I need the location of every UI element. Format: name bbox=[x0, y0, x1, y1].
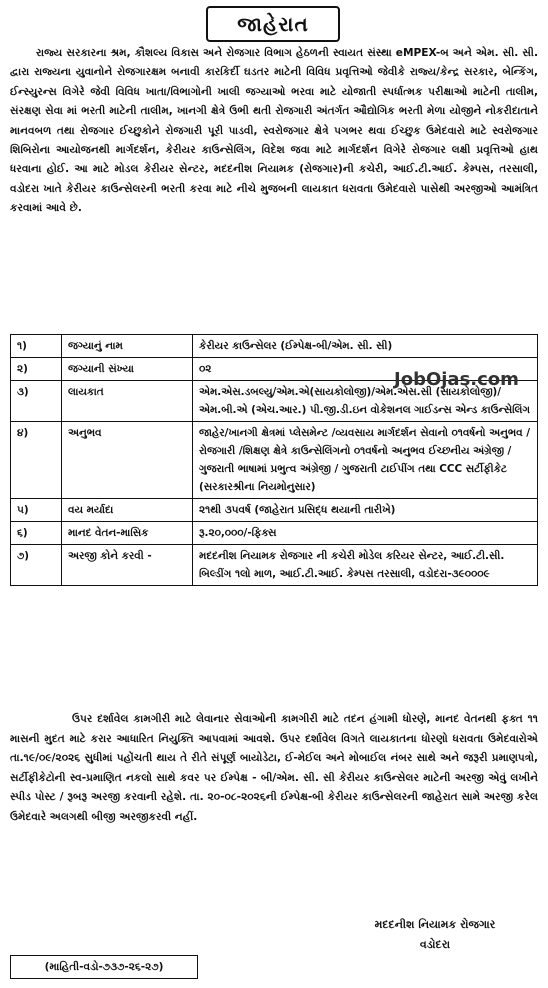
signature-block bbox=[330, 915, 540, 955]
row-label: વય મર્યાદા bbox=[62, 499, 193, 522]
watermark-text: JobOjas.com bbox=[394, 369, 519, 390]
table-row bbox=[11, 335, 538, 358]
table-row bbox=[11, 522, 538, 545]
table-row bbox=[11, 545, 538, 586]
reference-number-box: (માહિતી-વડો-૭૩૭-૨૬-૨૭) bbox=[10, 955, 198, 979]
row-label: લાયકાત bbox=[62, 381, 193, 422]
row-label: જગ્યાનું નામ bbox=[62, 335, 193, 358]
table-row bbox=[11, 499, 538, 522]
row-label: અરજી કોને કરવી - bbox=[62, 545, 193, 586]
row-value: જાહેર/ખાનગી ક્ષેત્રમાં પ્લેસમેન્ટ /વ્યવસાય માર્ગદર્શન સેવાનો ૦૧વર્ષનો અનુભવ /રોજગારી /શિક્ષણ ક્ષેત્રે કાઉન્સેલિંગનો ૦૧વર્ષનો અનુભવ ઈચ્છનીય અંગ્રેજી /ગુજરાતી ભાષામાં પ્રભુત્વ અંગ્રેજી / ગુજરાતી ટાઈપીંગ તથા CCC સર્ટીફીકેટ (સરકારશ્રીના નિયમોનુસાર) bbox=[193, 422, 538, 499]
closing-paragraph bbox=[10, 710, 538, 828]
row-number: ૬) bbox=[11, 522, 62, 545]
intro-paragraph bbox=[10, 44, 538, 219]
row-number: ૪) bbox=[11, 422, 62, 499]
row-value: ૨૧થી ૩૫વર્ષ (જાહેરાત પ્રસિદ્ધ થયાની તારીખે) bbox=[193, 499, 538, 522]
row-value: મદદનીશ નિયામક રોજગાર ની કચેરી મોડેલ કરિયર સેન્ટર, આઈ.ટી.સી. બિલ્ડીંગ ૧લો માળ, આઈ.ટી.આઈ. કેમ્પસ તરસાલી, વડોદરા-૩૯૦૦૦૯ bbox=[193, 545, 538, 586]
row-number: ૧) bbox=[11, 335, 62, 358]
row-label: અનુભવ bbox=[62, 422, 193, 499]
row-label: જગ્યાની સંખ્યા bbox=[62, 358, 193, 381]
row-value: ૦૨ bbox=[193, 358, 538, 381]
advertisement-title: જાહેરાત bbox=[206, 6, 340, 42]
row-number: ૭) bbox=[11, 545, 62, 586]
row-value: એમ.એસ.ડબલ્યુ/એમ.એ(સાયકોલોજી)/એમ.એસ.સી (સાયકોલોજી)/ એમ.બી.એ (એચ.આર.) પી.જી.ડી.ઇન વોકેશનલ ગાઈડન્સ એન્ડ કાઉન્સેલિંગ bbox=[193, 381, 538, 422]
signature-designation: મદદનીશ નિયામક રોજગાર bbox=[374, 918, 496, 931]
table-row bbox=[11, 422, 538, 499]
row-value: કેરીયર કાઉન્સેલર (ઈમ્પેક્ષ-બી/એમ. સી. સી) bbox=[193, 335, 538, 358]
row-number: ૨) bbox=[11, 358, 62, 381]
row-number: ૩) bbox=[11, 381, 62, 422]
signature-city: વડોદરા bbox=[419, 938, 451, 951]
row-value: રૂ.૨૦,૦૦૦/-ફિક્સ bbox=[193, 522, 538, 545]
row-label: માનદ વેતન-માસિક bbox=[62, 522, 193, 545]
closing-text: ઉપર દર્શાવેલ કામગીરી માટે લેવાનાર સેવાઓની કામગીરી માટે તદન હંગામી ધોરણે, માનદ વેતનથી ફક્ત ૧૧ માસની મુદત માટે કરાર આધારિત નિયુક્તિ આપવામાં આવશે. ઉપર દર્શાવેલ વિગતે લાયકાતના ધોરણો ધરાવતા ઉમેદવારોએ તા.૧૯/૦૯/૨૦૨૬ સુધીમાં પહોંચતી થાય તે રીતે સંપૂર્ણ બાયોડેટા, ઈ-મેઈલ અને મોબાઈલ નંબર સાથે અને જરૂરી પ્રમાણપત્રો, સર્ટીફીકેટોની સ્વ-પ્રમાણિત નકલો સાથે કવર પર ઈમ્પેક્ષ - બી/એમ. સી. સી કેરીયર કાઉન્સેલર માટેની અરજી એવું લખીને સ્પીડ પોસ્ટ / રૂબરૂ અરજી કરવાની રહેશે. તા. ૨૦-૦૮-૨૦૨૬ની ઈમ્પેક્ષ-બી કેરીયર કાઉન્સેલરની જાહેરાત સામે અરજી કરેલ ઉમેદવારે અલગથી બીજી અરજીકરવી નહીં. bbox=[10, 713, 538, 823]
row-number: ૫) bbox=[11, 499, 62, 522]
intro-text: રાજ્ય સરકારના શ્રમ, કૌશલ્ય વિકાસ અને રોજગાર વિભાગ હેઠળની સ્વાયત સંસ્થા eMPEX-બ અને એમ. સી. સી. દ્વારા રાજ્યના યુવાનોને રોજગારક્ષમ બનાવી કારકિર્દી ઘડતર માટેની વિવિધ પ્રવૃત્તિઓ જેવીકે રાજ્ય/કેન્દ્ર સરકાર, બેન્કિંગ, ઈન્સ્યુરન્સ વિગેરે જેવી વિવિધ ખાતા/વિભાગોની ખાલી જગ્યાઓ ભરવા માટે યોજાતી સ્પર્ધાત્મક પરીક્ષાઓ માટેની તાલીમ, સંરક્ષણ સેવા માં ભરતી માટેની તાલીમ, ખાનગી ક્ષેત્રે ઉભી થતી રોજગારી અંતર્ગત ઔદ્યોગિક ભરતી મેળા યોજીને નોકરીદાતાને માનવબળ તથા રોજગાર ઈચ્છુકોને રોજગારી પૂરી પાડવી, સ્વરોજગાર ક્ષેત્રે પગભર થવા ઈચ્છુક ઉમેદવારો માટે સ્વરોજગાર શિબિરોના આયોજનથી માર્ગદર્શન, કેરીયર કાઉન્સેલિંગ, વિદેશ જવા માટે માર્ગદર્શન વિગેરે રોજગાર લક્ષી પ્રવૃત્તિઓ હાથ ધરવાના હોઈ. આ માટે મોડલ કેરીયર સેન્ટર, મદદનીશ નિયામક (રોજગાર)ની કચેરી, આઈ.ટી.આઈ. કેમ્પસ, તરસાલી, વડોદરા ખાતે કેરીયર કાઉન્સેલરની ભરતી કરવા માટે નીચે મુજબની લાયકાત ધરાવતા ઉમેદવારો પાસેથી અરજીઓ આમંત્રિત કરવામાં આવે છે. bbox=[10, 47, 538, 215]
